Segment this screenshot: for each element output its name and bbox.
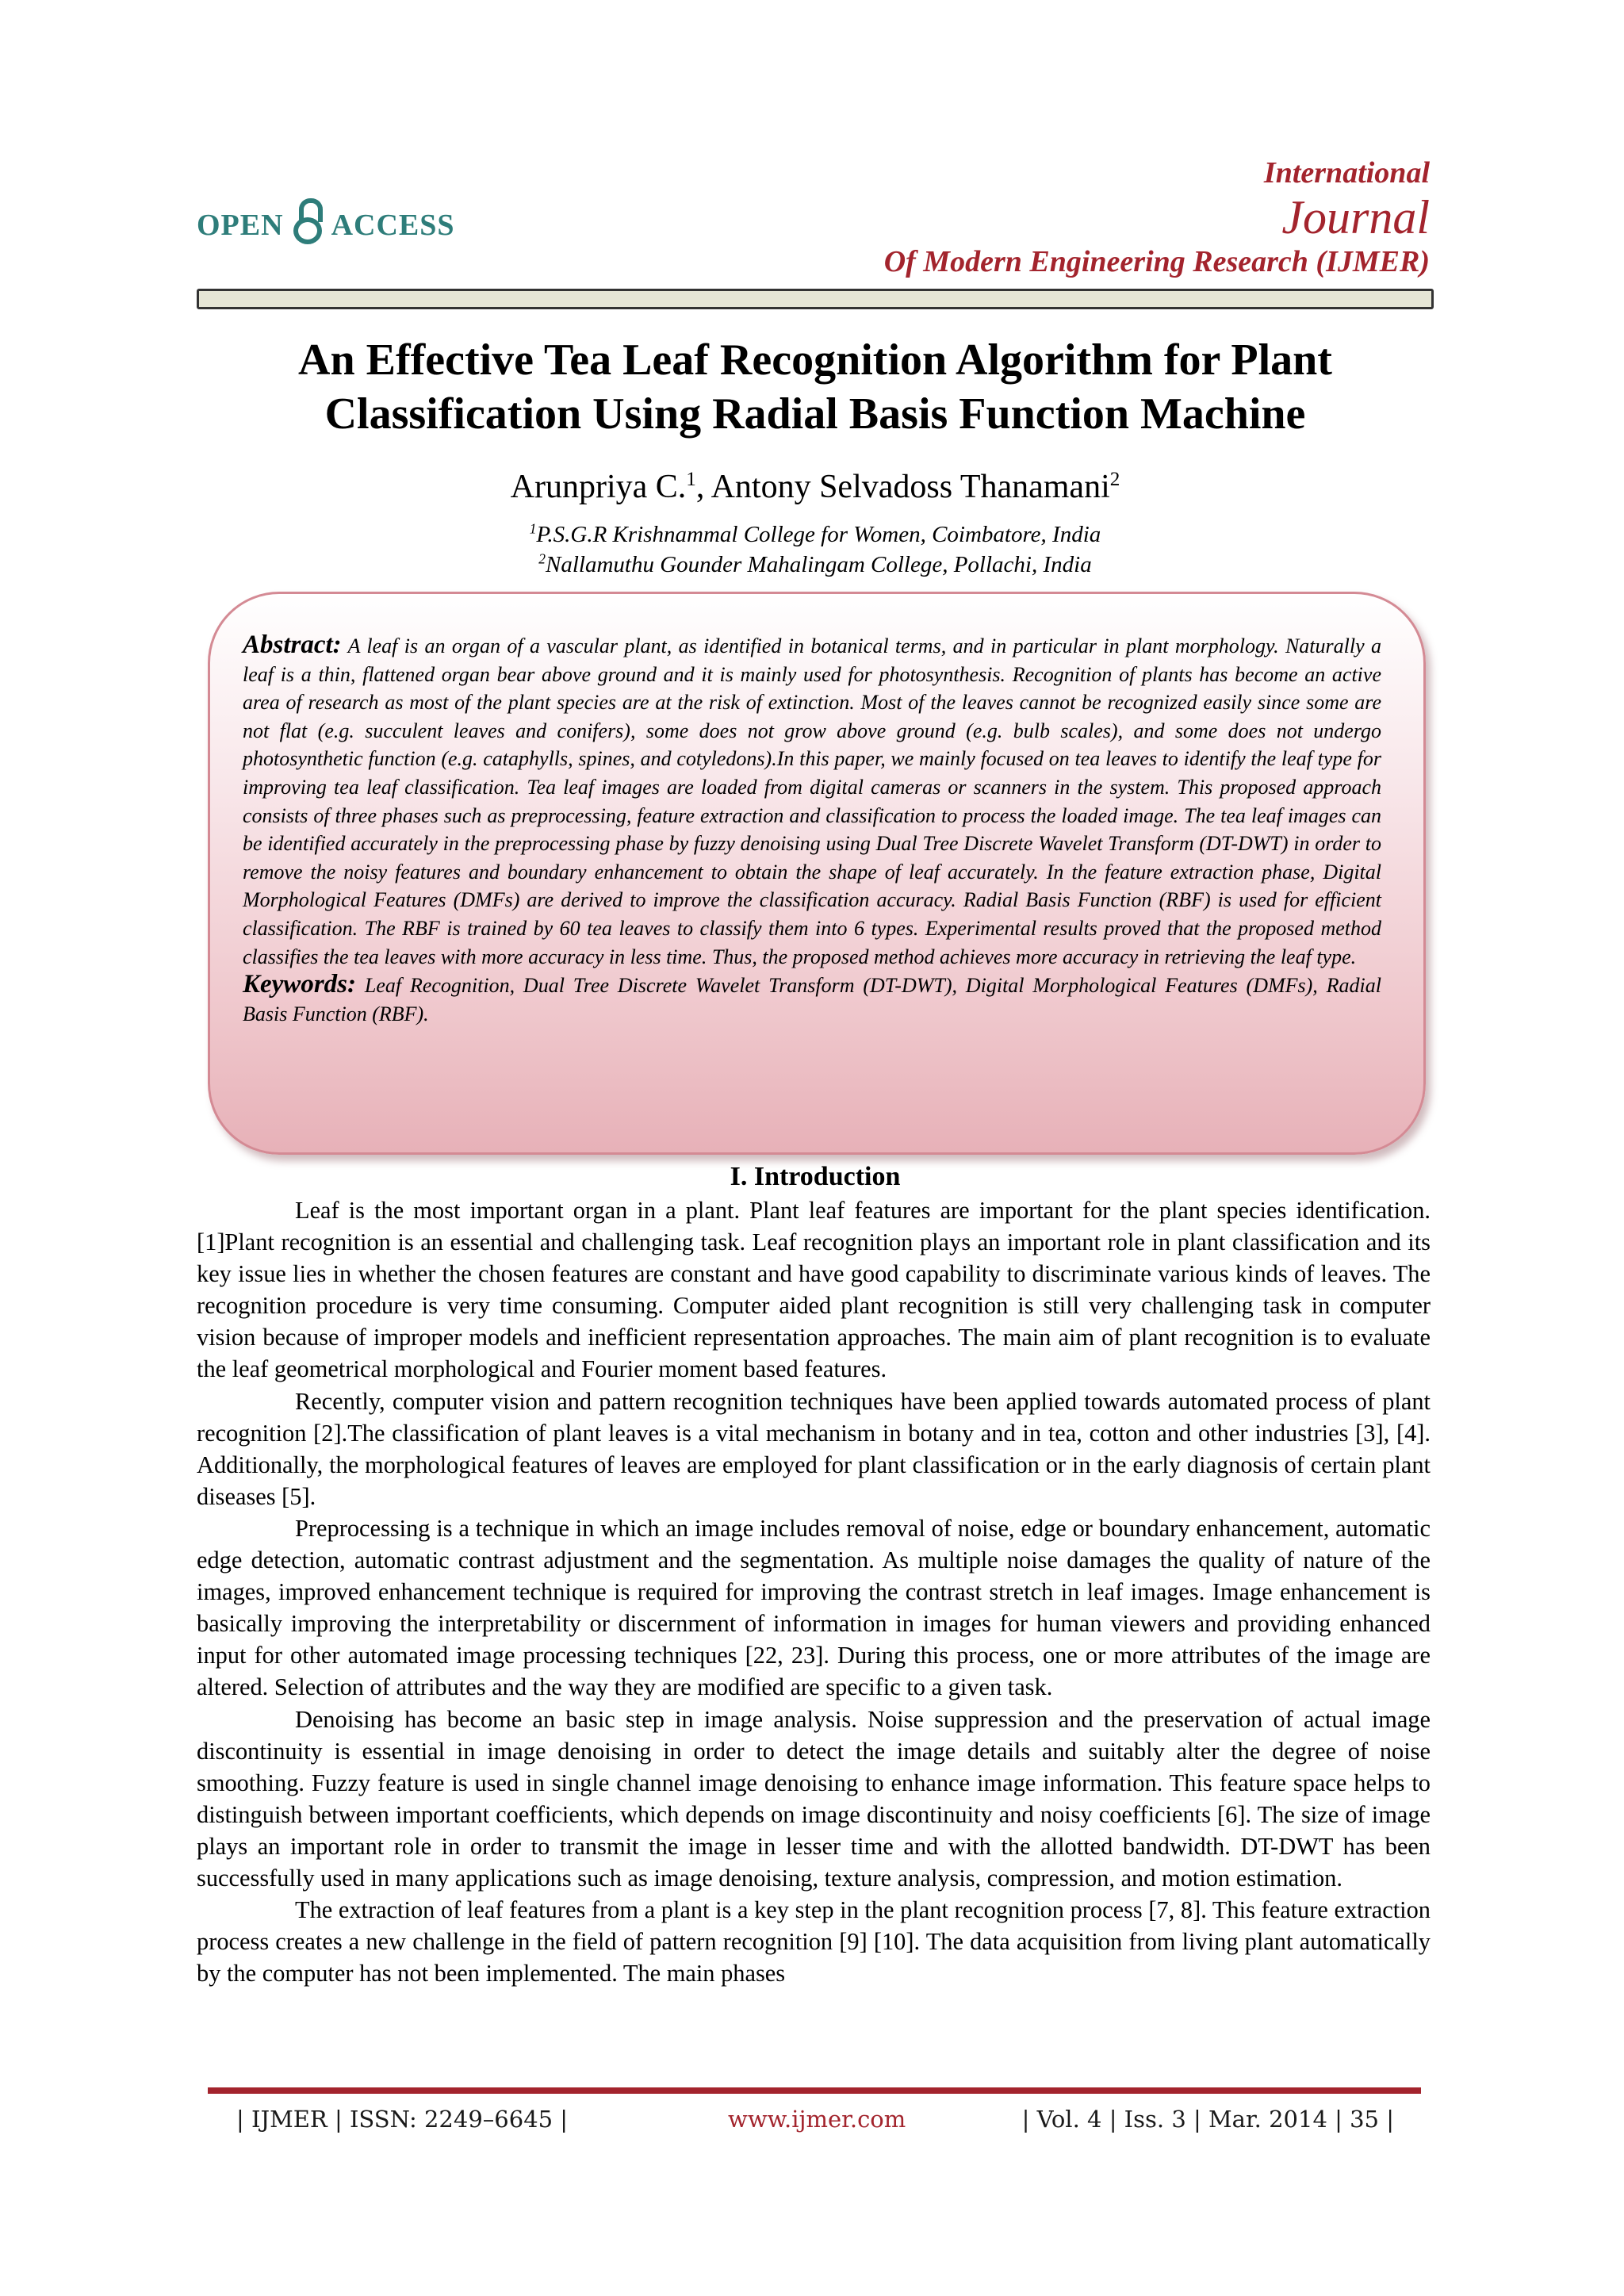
keywords-text: Leaf Recognition, Dual Tree Discrete Wavelet Transform (DT-DWT), Digital Morphological Features (DMFs), Radial Basis Function (RBF).: [243, 974, 1381, 1025]
affiliation-2-text: Nallamuthu Gounder Mahalingam College, Pollachi, India: [546, 552, 1092, 577]
journal-line-journal: Journal: [1281, 191, 1430, 243]
affiliation-2-mark: 2: [538, 550, 546, 567]
introduction-body: [197, 1194, 1431, 1989]
author-2-affil-mark: 2: [1109, 469, 1120, 490]
open-access-word-access: ACCESS: [331, 209, 455, 242]
journal-line-ijmer: Of Modern Engineering Research (IJMER): [883, 245, 1430, 278]
header-divider-bar: [197, 289, 1434, 309]
journal-masthead: [884, 155, 1430, 279]
author-separator: ,: [695, 469, 711, 505]
keywords-paragraph: [243, 971, 1381, 1028]
paper-title-line-2: Classification Using Radial Basis Function Machine: [324, 389, 1306, 439]
affiliation-1: [197, 520, 1434, 549]
abstract-paragraph: [243, 631, 1381, 971]
affiliation-2: [197, 550, 1434, 579]
body-paragraph: Leaf is the most important organ in a plant. Plant leaf features are important for the plant species identification.[1]Plant recognition is an essential and challenging task. Leaf recognition plays an important role in plant classification and its key issue lies in whether the chosen features are constant and have good capability to discriminate various kinds of leaves. The recognition procedure is very time consuming. Computer aided plant recognition is still very challenging task in computer vision because of improper models and inefficient representation approaches. The main aim of plant recognition is to evaluate the leaf geometrical morphological and Fourier moment based features.: [197, 1197, 1431, 1383]
keywords-label: Keywords:: [243, 970, 356, 999]
open-lock-icon: [293, 198, 322, 244]
affiliation-1-mark: 1: [529, 520, 537, 537]
footer-issn: | IJMER | ISSN: 2249–6645 |: [236, 2106, 569, 2133]
author-1-name: Arunpriya C.: [510, 469, 687, 505]
page-footer: [236, 2100, 1394, 2140]
section-heading-introduction: I. Introduction: [730, 1162, 901, 1191]
affiliation-1-text: P.S.G.R Krishnammal College for Women, Coimbatore, India: [536, 522, 1101, 547]
author-list: [197, 468, 1434, 506]
abstract-label: Abstract:: [243, 631, 342, 659]
author-1-affil-mark: 1: [686, 469, 696, 490]
footer-volume-page: | Vol. 4 | Iss. 3 | Mar. 2014 | 35 |: [1021, 2106, 1394, 2133]
body-paragraph: Recently, computer vision and pattern recognition techniques have been applied towards automated process of plant recognition [2].The classification of plant leaves is a vital mechanism in botany and in tea, cotton and other industries [3], [4]. Additionally, the morphological features of leaves are employed for plant classification or in the early diagnosis of certain plant diseases [5].: [197, 1387, 1431, 1510]
open-access-word-open: OPEN: [197, 209, 284, 242]
body-paragraph: The extraction of leaf features from a plant is a key step in the plant recognition process [7, 8]. This feature extraction process creates a new challenge in the field of pattern recognition [9] [10]. The data acquisition from living plant automatically by the computer has not been implemented. The main phases: [197, 1896, 1431, 1987]
journal-line-international: International: [1263, 156, 1430, 190]
abstract-text: A leaf is an organ of a vascular plant, as identified in botanical terms, and in particular in plant morphology. Naturally a leaf is a thin, flattened organ bear above ground and it is mainly used for photosynthesis. Recognition of plants has become an active area of research as most of the plant species are at the risk of extinction. Most of the leaves cannot be recognized easily since some are not flat (e.g. succulent leaves and conifers), some does not grow above ground (e.g. bulb scales), and some does not undergo photosynthetic function (e.g. cataphylls, spines, and cotyledons).In this paper, we mainly focused on tea leaves to identify the leaf type for improving tea leaf classification. Tea leaf images are loaded from digital cameras or scanners in the system. This proposed approach consists of three phases such as preprocessing, feature extraction and classification to process the loaded image. The tea leaf images can be identified accurately in the preprocessing phase by fuzzy denoising using Dual Tree Discrete Wavelet Transform (DT-DWT) in order to remove the noisy features and boundary enhancement to obtain the shape of leaf accurately. In the feature extraction phase, Digital Morphological Features (DMFs) are derived to improve the classification accuracy. Radial Basis Function (RBF) is used for efficient classification. The RBF is trained by 60 tea leaves to classify them into 6 types. Experimental results proved that the proposed method classifies the tea leaves with more accuracy in less time. Thus, the proposed method achieves more accuracy in retrieving the leaf type.: [243, 634, 1382, 968]
author-2-name: Antony Selvadoss Thanamani: [710, 469, 1110, 505]
body-paragraph: Preprocessing is a technique in which an image includes removal of noise, edge or boundary enhancement, automatic edge detection, automatic contrast adjustment and the segmentation. As multiple noise damages the quality of nature of the images, improved enhancement technique is required for improving the contrast stretch in leaf images. Image enhancement is basically improving the interpretability or discernment of information in images for human viewers and providing enhanced input for other automated image processing techniques [22, 23]. During this process, one or more attributes of the image are altered. Selection of attributes and the way they are modified are specific to a given task.: [197, 1514, 1431, 1701]
footer-rule: [208, 2087, 1421, 2094]
paper-title-line-1: An Effective Tea Leaf Recognition Algorithm for Plant: [298, 335, 1332, 385]
open-access-logo: [197, 198, 455, 244]
body-paragraph: Denoising has become an basic step in image analysis. Noise suppression and the preservation of actual image discontinuity is essential in image denoising in order to detect the image details and suitably alter the degree of noise smoothing. Fuzzy feature is used in single channel image denoising to enhance image information. This feature space helps to distinguish between important coefficients, which depends on image discontinuity and noisy coefficients [6]. The size of image plays an important role in order to transmit the image in lesser time and with the allotted bandwidth. DT-DWT has been successfully used in many applications such as image denoising, texture analysis, compression, and motion estimation.: [197, 1705, 1431, 1892]
abstract-content: [243, 631, 1381, 1028]
paper-title: [197, 333, 1434, 441]
footer-website-link[interactable]: www.ijmer.com: [728, 2106, 906, 2133]
